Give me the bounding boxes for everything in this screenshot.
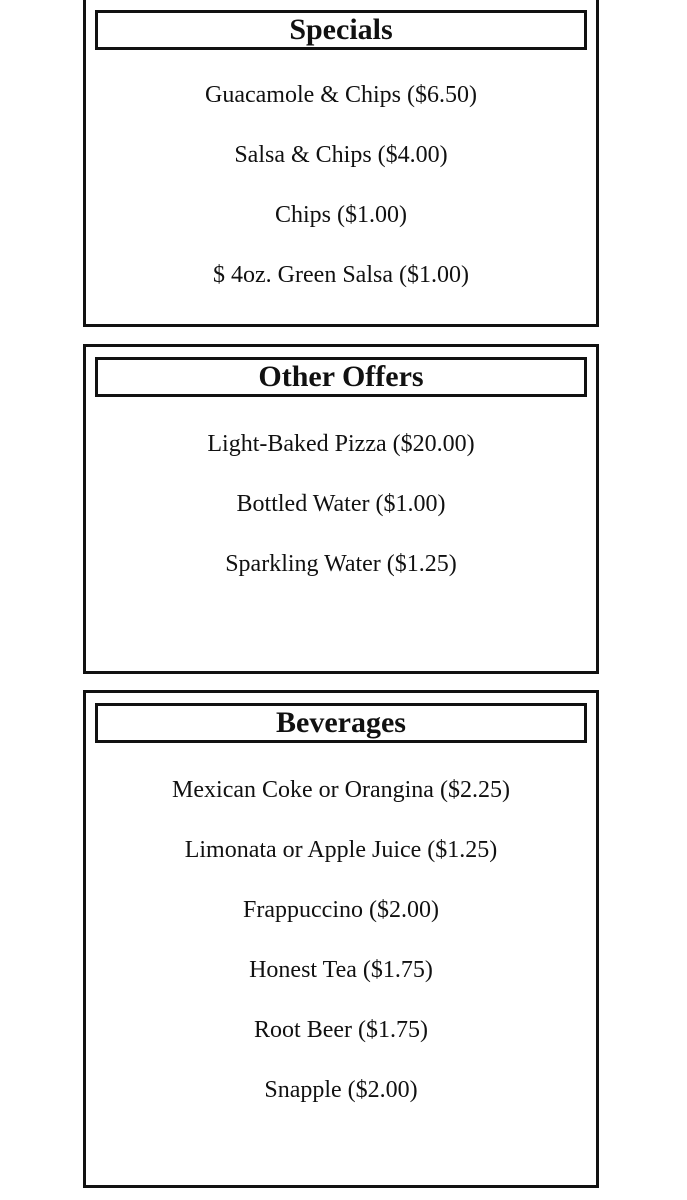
other-offers-section	[83, 344, 599, 674]
section-title-specials: Specials	[95, 10, 587, 50]
specials-list	[86, 82, 596, 322]
menu-item: Frappuccino ($2.00)	[243, 897, 439, 923]
other-offers-list	[86, 431, 596, 611]
menu-item: Limonata or Apple Juice ($1.25)	[184, 837, 498, 863]
specials-section	[83, 0, 599, 327]
menu-item: Guacamole & Chips ($6.50)	[205, 82, 477, 108]
menu-item: Honest Tea ($1.75)	[249, 957, 433, 983]
menu-item: Mexican Coke or Orangina ($2.25)	[172, 777, 510, 803]
menu-item: Chips ($1.00)	[275, 202, 407, 228]
menu-item: Bottled Water ($1.00)	[236, 491, 446, 517]
menu-item: Snapple ($2.00)	[264, 1077, 418, 1103]
beverages-section	[83, 690, 599, 1188]
menu-item: Light-Baked Pizza ($20.00)	[207, 431, 475, 457]
section-title-beverages: Beverages	[95, 703, 587, 743]
menu-item: Salsa & Chips ($4.00)	[234, 142, 448, 168]
section-title-other-offers: Other Offers	[95, 357, 587, 397]
menu-item: Root Beer ($1.75)	[254, 1017, 428, 1043]
beverages-list	[86, 777, 596, 1137]
menu-item: $ 4oz. Green Salsa ($1.00)	[213, 262, 469, 288]
menu-item: Sparkling Water ($1.25)	[225, 551, 457, 577]
